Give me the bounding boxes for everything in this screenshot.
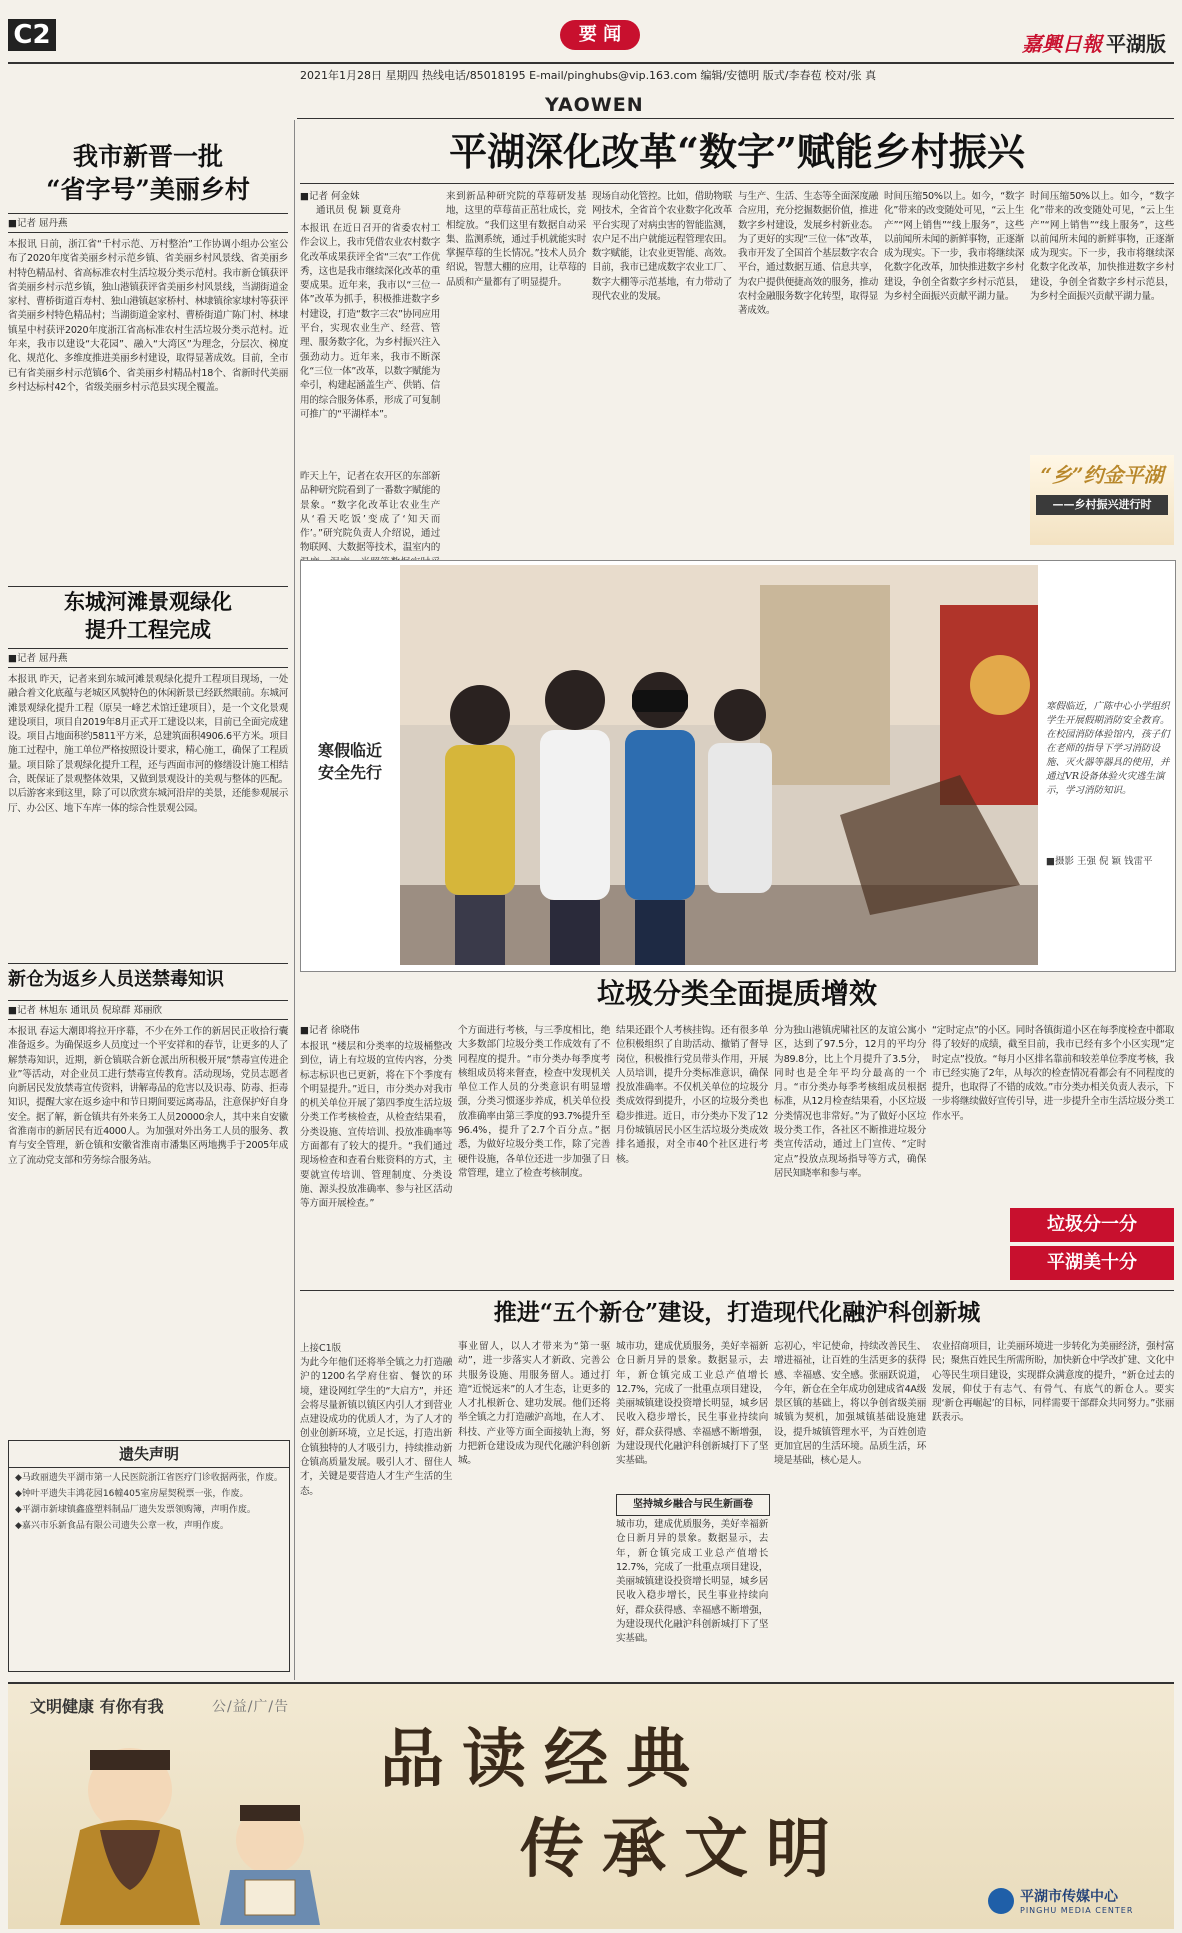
article-body-xincang-jindu: 本报讯 春运大潮即将拉开序幕，不少在外工作的新居民正收拾行囊准备返乡。为确保返乡人员度过一个平安祥和的春节，让更多的人了解禁毒知识，近期，新仓镇联合新仓派出所积极开展“禁毒宣传进企业”等活动，对企业员工进行禁毒宣传教育。活动现场，党员志愿者向新居民发放禁毒宣传资料，讲解毒品的危害以及识毒、防毒、拒毒知识，提醒大家在返乡途中和节日期间要远离毒品，注意保护好自身安全。据了解，新仓镇共有外来务工人员20000余人，其中来自安徽省淮南市的新居民有近4000人。为加强对外出务工人员的服务、教育与安全管理，新仓镇和安徽省淮南市潘集区两地携手于2005年成立了流动党支部和劳务综合服务站。 bbox=[8, 1026, 288, 1166]
paper-name: 嘉興日報 bbox=[1022, 32, 1102, 56]
banner-sub: ——乡村振兴进行时 bbox=[1036, 495, 1168, 515]
trash-col-2: 个方面进行考核，与三季度相比，绝大多数部门垃圾分类工作成效有了不同程度的提升。“市分类办每季度考核组成员将来督查，检查中发现机关单位工作人员的分类意识有明显增强，分类习惯逐步养成，机关单位投放准确率由第三季度的93.7%提升至96.4%，提升了2.7个百分点。”据悉，为做好垃圾分类工作，除了完善硬件设施，各单位还进一步加强了日常管理，建立了检查考核制度。 bbox=[458, 1025, 610, 1179]
article-title-xincang-jindu: 新仓为返乡人员送禁毒知识 bbox=[8, 969, 224, 990]
trash-slogan-2: 平湖美十分 bbox=[1010, 1246, 1174, 1280]
ad-calligraphy-2: 传承文明 bbox=[520, 1812, 848, 1887]
article-body-meili: 本报讯 日前，浙江省“千村示范、万村整治”工作协调小组办公室公布了2020年度省美丽乡村示范乡镇、省美丽乡村风景线、省美丽乡村特色精品村、省高标准农村生活垃圾分类示范村。我市新仓镇获评省美丽乡村示范乡镇，独山港镇获评省美丽乡村风景线，当湖街道金家村、曹桥街道百寿村、独山港镇赵家桥村、林埭镇徐家埭村等获评省美丽乡村特色精品村；当湖街道金家村、曹桥街道广陈门村、林埭镇星中村获评2020年度浙江省高标准农村生活垃圾分类示范村。近年来，我市以建设“大花园”、融入“大湾区”为理念，分层次、梯度化、规范化、多维度推进美丽乡村建设，取得显著成效。目前，全市已有省美丽乡村示范镇6个、省美丽乡村精品村18个、省新时代美丽乡村达标村42个，省级美丽乡村示范县实现全覆盖。 bbox=[8, 239, 288, 393]
trash-col-5: “定时定点”的小区。同时各镇街道小区在每季度检查中都取得了较好的成绩，截至目前，我市已经有多个小区实现“定时定点”投放。“每月小区排名靠前和较差单位季度考核，我市已经实施了2年，从每次的检查情况看都会有不同程度的提升，也取得了不错的成效。”市分类办相关负责人表示，下一步将继续做好宣传引导，进一步提升全市生活垃圾分类工作水平。 bbox=[932, 1025, 1174, 1122]
xincang-col-4: 忘初心，牢记使命，持续改善民生、增进福祉，让百姓的生活更多的获得感、幸福感、安全感。张丽跃说道，今年，新仓在全年成功创建成省4A级景区镇的基础上，将以争创省级美丽城镇为契机，加强城镇基础设施建设，提升城镇管理水平，为百姓创造更加宜居的生活环境。品质生活，环境是基础，核心是人。 bbox=[774, 1341, 926, 1467]
xincang-col-3b: 城市功，建成优质服务，美好幸福新仓日新月异的景象。数据显示，去年，新仓镇完成工业总产值增长12.7%，完成了一批重点项目建设，美丽城镇建设投资增长明显，城乡居民收入稳步增长，民生事业持续向好，群众获得感、幸福感不断增强，为建设现代化融沪科创新城打下了坚实基础。 bbox=[616, 1519, 768, 1645]
trash-slogan-1: 垃圾分一分 bbox=[1010, 1208, 1174, 1242]
xincang-col-2: 事业留人，以人才带来为“第一驱动”，进一步落实人才新政、完善公共服务设施、用服务留人。通过打造“近悦远来”的人才生态，让更多的人才扎根新仓、建功发展。他们还将举全镇之力打造融沪高地，在人才、科技、产业等方面全面接轨上海，努力把新仓建设成为现代化融沪科创新城。 bbox=[458, 1341, 610, 1467]
article-byline: ■记者 屈丹燕 bbox=[8, 653, 68, 664]
page-number: C2 bbox=[8, 19, 56, 51]
ad-top-slogan: 文明健康 有你有我 bbox=[30, 1697, 164, 1716]
notice-item: ◆嘉兴市乐新食品有限公司遗失公章一枚，声明作废。 bbox=[15, 1521, 229, 1531]
edition-label: 平湖版 bbox=[1106, 32, 1166, 56]
lead-col-3: 来到新品种研究院的草莓研发基地，这里的草莓苗正茁壮成长，竞相绽放。“我们这里有数据自动采集、监测系统，通过手机就能实时掌握草莓的生长情况。”技术人员介绍说，智慧大棚的应用，让草莓的品质和产量都有了明显提升。 bbox=[446, 191, 586, 288]
lead-col-7: 时间压缩50%以上。如今，“数字化”带来的改变随处可见，“云上生产”“网上销售”“线上服务”，这些以前闻所未闻的新鲜事物，正逐渐成为现实。下一步，我市将继续深化数字化改革，加快推进数字乡村建设，争创全省数字乡村示范县，为乡村全面振兴贡献平湖力量。 bbox=[1030, 191, 1174, 303]
rule bbox=[300, 183, 1174, 184]
jump-from-label: 上接C1版 bbox=[300, 1343, 342, 1354]
xincang-col-3: 城市功，建成优质服务，美好幸福新仓日新月异的景象。数据显示，去年，新仓镇完成工业总产值增长12.7%，完成了一批重点项目建设，美丽城镇建设投资增长明显，城乡居民收入稳步增长，民生事业持续向好，群众获得感、幸福感不断增强，为建设现代化融沪科创新城打下了坚实基础。 bbox=[616, 1341, 768, 1467]
lost-notice-box bbox=[8, 1440, 290, 1672]
lost-notice-title: 遗失声明 bbox=[9, 1441, 289, 1468]
photo-side-title: 寒假临近 安全先行 bbox=[317, 741, 382, 782]
article-title-meili: 我市新晋一批 “省字号”美丽乡村 bbox=[46, 142, 250, 204]
ad-tag: 公/益/广/告 bbox=[212, 1699, 290, 1715]
xincang-col-1: 为此今年他们还将举全镇之力打造融沪的1200名学府住宿、餐饮的环境，建设网红学生的“大启方”，并还会将尽量新镇以镇区内引人才到营业点建设成功的优质人才，为了人才的创业创新环境，立足长远，打造出新仓镇独特的人才吸引力，持续推动新仓镇高质量发展。吸引人才、留住人才，关键是要营造人才生产生活的生态。 bbox=[300, 1357, 452, 1497]
banner-title: “乡”约金平湖 bbox=[1040, 463, 1164, 487]
article-byline: ■记者 林旭东 通讯员 倪琼群 郑丽欣 bbox=[8, 1005, 163, 1016]
ad-illustration bbox=[20, 1730, 360, 1925]
lead-col-5: 与生产、生活、生态等全面深度融合应用，充分挖掘数据价值，推进数字乡村建设，发展乡村新业态。为了更好的实现“三位一体”改革，我市开发了全国首个基层数字农合平台，通过数据互通、信息共享，为农户提供便捷高效的服务，推动农村金融服务数字化转型，取得显著成效。 bbox=[738, 191, 878, 317]
rule bbox=[8, 667, 288, 668]
rule bbox=[8, 1000, 288, 1001]
xincang-headline: 推进“五个新仓”建设，打造现代化融沪科创新城 bbox=[493, 1299, 981, 1326]
lead-col-1: 本报讯 在近日召开的省委农村工作会议上，我市凭借农业农村数字化改革成果获评全省“三农”工作优秀，这也是我市继续深化改革的重要成果。近年来，我市以“三位一体”改革为抓手，积极推进数字乡村建设，打造“数字三农”协同应用平台，实现农业生产、经营、管理、服务数字化，为乡村振兴注入强劲动力。近年来，我市不断深化“三位一体”改革，以数字赋能为牵引，构建起涵盖生产、供销、信用的综合服务体系，形成了可复制可推广的“平湖样本”。 bbox=[300, 223, 440, 420]
trash-headline: 垃圾分类全面提质增效 bbox=[596, 977, 877, 1010]
header-info: 2021年1月28日 星期四 热线电话/85018195 E-mail/pinghubs@vip.163.com 编辑/安德明 版式/李春苞 校对/张 真 bbox=[300, 69, 877, 82]
article-title-donghe: 东城河滩景观绿化 提升工程完成 bbox=[64, 589, 232, 642]
rural-banner bbox=[1030, 455, 1174, 545]
rule bbox=[8, 586, 288, 587]
header-rule-2 bbox=[297, 118, 1174, 119]
child-2 bbox=[540, 670, 610, 965]
article-byline: ■记者 屈丹燕 bbox=[8, 218, 68, 229]
media-center-logo-icon bbox=[988, 1888, 1014, 1914]
lead-col-4: 现场自动化管控。比如，借助物联网技术，全省首个农业数字化改革平台实现了对病虫害的智能监测，农户足不出户就能远程管理农田。数字赋能，让农业更智能、高效。目前，我市已建成数字农业工厂、数字大棚等示范基地，有力带动了现代农业的发展。 bbox=[592, 191, 732, 303]
notice-item: ◆平湖市新埭镇鑫盛塑料制品厂遗失发票领购簿，声明作废。 bbox=[15, 1505, 256, 1515]
rule bbox=[300, 1290, 1174, 1291]
news-photo bbox=[400, 565, 1038, 965]
rule bbox=[8, 1019, 288, 1020]
trash-col-1: 本报讯 “楼层和分类率的垃圾桶整改到位，请上有垃圾的宣传内容，分类标志标识也已更新，将在下个季度有个明显提升。”近日，市分类办对我市的机关单位开展了第四季度生活垃圾分类工作考核检查，从检查结果看，分类设施、宣传培训、投放准确率等方面都有了较大的提升。“我们通过现场检查和查看台账资料的方式，主要就宣传培训、管理制度、分类设施、源头投放准确率、参与社区活动等方面开展检查。” bbox=[300, 1041, 452, 1210]
child-1 bbox=[445, 685, 515, 965]
lead-byline: ■记者 何金妹 bbox=[300, 191, 360, 202]
xincang-subhead-box: 坚持城乡融合与民生新画卷 bbox=[616, 1494, 770, 1516]
photo-caption: 寒假临近，广陈中心小学组织学生开展假期消防安全教育。在校园消防体验馆内，孩子们在老师的指导下学习消防设施、灭火器等器具的使用，并通过VR设备体验火灾逃生演示，学习消防知识。 bbox=[1046, 701, 1170, 796]
photo-credit: ■摄影 王强 倪 颖 钱雷平 bbox=[1046, 856, 1153, 867]
trash-byline: ■记者 徐晓伟 bbox=[300, 1025, 360, 1036]
article-body-donghe: 本报讯 昨天，记者来到东城河滩景观绿化提升工程项目现场，一处融合着文化底蕴与老城区风貌特色的休闲新景已经跃然眼前。东城河滩景观绿化提升工程（原吴一峰艺术馆迁建项目），是一个文化景观建设项目，项目自2019年8月正式开工建设以来，目前已全面完成建设。项目占地面积约5811平方米，总建筑面积4906.6平方米。项目施工过程中，施工单位严格按照设计要求，精心施工，确保了工程质量。项目除了景观绿化提升工程，还与西面市河的修缮设计施工相结合，既保证了景观整体效果，又做到景观设计的美观与整体的匹配。以后游客来到这里，除了可以欣赏东城河沿岸的美景，还能参观展示厅、办公区、地下车库一体的综合性景观公园。 bbox=[8, 674, 288, 814]
notice-item: ◆钟叶平遗失丰鸿花园16幢405室房屋契税票一张，作废。 bbox=[15, 1489, 249, 1499]
xincang-col-5: 农业招商项目，让美丽环境进一步转化为美丽经济，强村富民；聚焦百姓民生所需所盼，加快新仓中学改扩建、文化中心等民生项目建设，实现群众满意度的提升，“新仓过去的发展，仰仗于有志气、有骨气、有底气的新仓人。要实现‘新仓再崛起’的目标，同样需要干部群众共同努力。”张丽跃表示。 bbox=[932, 1341, 1174, 1424]
media-center-en: PINGHU MEDIA CENTER bbox=[1020, 1906, 1134, 1915]
notice-item: ◆马政丽遗失平湖市第一人民医院浙江省医疗门诊收据两张，作废。 bbox=[15, 1473, 283, 1483]
section-seal: 要 闻 bbox=[560, 20, 640, 50]
header-rule bbox=[8, 62, 1174, 64]
column-divider bbox=[294, 120, 295, 1680]
rule bbox=[8, 648, 288, 649]
media-center-name: 平湖市传媒中心 bbox=[1020, 1889, 1118, 1905]
ad-calligraphy-1: 品读经典 bbox=[380, 1722, 708, 1797]
lead-col-6: 时间压缩50%以上。如今，“数字化”带来的改变随处可见，“云上生产”“网上销售”“线上服务”，这些以前闻所未闻的新鲜事物，正逐渐成为现实。下一步，我市将继续深化数字化改革，加快推进数字乡村建设，争创全省数字乡村示范县，为乡村全面振兴贡献平湖力量。 bbox=[884, 191, 1024, 303]
trash-col-3: 结果还跟个人考核挂钩。还有很多单位积极组织了自助活动、撤销了督导岗位，积极推行党员带头作用，开展人员培训，提升分类标准意识，确保投放准确率。不仅机关单位的垃圾分类成效得到提升，小区的垃圾分类也稳步推进。近日，市分类办下发了12月份城镇居民小区生活垃圾分类成效排名通报，对全市40个社区进行考核。 bbox=[616, 1025, 768, 1165]
lead-byline-2: 通讯员 倪 颖 夏竟舟 bbox=[316, 205, 402, 216]
rule bbox=[8, 213, 288, 214]
trash-col-4: 分为独山港镇虎啸社区的友谊公寓小区，达到了97.5分，12月的平均分为89.8分，比上个月提升了3.5分，同时也是全年平均分最高的一个月。“市分类办每季考核组成员根据标准，从12月检查结果看，小区垃圾分类情况也非常好。”为了做好小区垃圾分类工作，各社区不断推进垃圾分类宣传活动，通过上门宣传、“定时定点”投放点现场指导等方式，确保居民知晓率和参与率。 bbox=[774, 1025, 926, 1179]
rule bbox=[8, 232, 288, 233]
lead-headline: 平湖深化改革“数字”赋能乡村振兴 bbox=[449, 129, 1025, 174]
section-english: YAOWEN bbox=[545, 94, 644, 116]
child-4 bbox=[708, 689, 772, 893]
lead-col-2: 昨天上午，记者在农开区的东部新品种研究院看到了一番数字赋能的景象。“数字化改革让农业生产从‘看天吃饭’变成了‘知天而作’。”研究院负责人介绍说，通过物联网、大数据等技术，温室内的 bbox=[300, 471, 440, 554]
rule bbox=[8, 963, 288, 964]
